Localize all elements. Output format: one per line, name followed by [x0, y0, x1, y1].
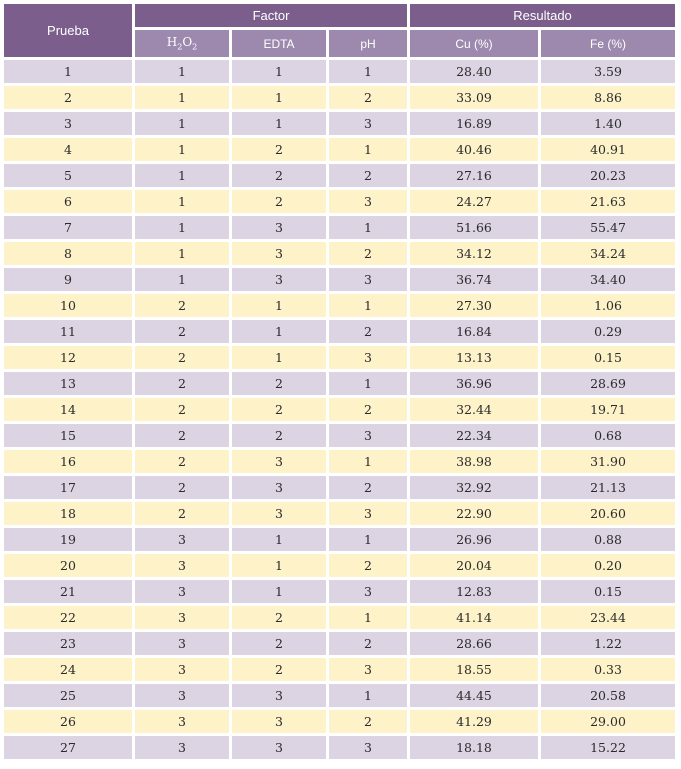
cu-cell: 34.12 [410, 242, 538, 265]
ph-cell: 3 [329, 346, 407, 369]
prueba-cell: 9 [4, 268, 132, 291]
fe-cell: 8.86 [541, 86, 675, 109]
prueba-cell: 8 [4, 242, 132, 265]
cu-cell: 27.16 [410, 164, 538, 187]
cu-cell: 32.92 [410, 476, 538, 499]
prueba-cell: 10 [4, 294, 132, 317]
ph-cell: 2 [329, 476, 407, 499]
table-body [4, 60, 675, 759]
prueba-cell: 1 [4, 60, 132, 83]
prueba-cell: 18 [4, 502, 132, 525]
edta-cell: 2 [232, 424, 326, 447]
table-row [4, 606, 675, 629]
prueba-cell: 7 [4, 216, 132, 239]
edta-cell: 2 [232, 606, 326, 629]
cu-cell: 28.66 [410, 632, 538, 655]
table-row [4, 476, 675, 499]
table-row [4, 112, 675, 135]
prueba-cell: 23 [4, 632, 132, 655]
ph-cell: 2 [329, 632, 407, 655]
table-row [4, 320, 675, 343]
table-row [4, 294, 675, 317]
prueba-cell: 6 [4, 190, 132, 213]
edta-cell: 3 [232, 216, 326, 239]
table-row [4, 632, 675, 655]
cu-cell: 27.30 [410, 294, 538, 317]
edta-cell: 3 [232, 476, 326, 499]
cu-cell: 16.89 [410, 112, 538, 135]
h2o2-cell: 1 [135, 86, 229, 109]
prueba-cell: 26 [4, 710, 132, 733]
h2o2-cell: 2 [135, 450, 229, 473]
cu-cell: 33.09 [410, 86, 538, 109]
prueba-cell: 19 [4, 528, 132, 551]
fe-cell: 15.22 [541, 736, 675, 759]
prueba-cell: 13 [4, 372, 132, 395]
resultado-header: Resultado [410, 4, 675, 27]
table-row [4, 86, 675, 109]
fe-cell: 0.20 [541, 554, 675, 577]
edta-cell: 1 [232, 554, 326, 577]
table-row [4, 580, 675, 603]
fe-cell: 23.44 [541, 606, 675, 629]
h2o2-cell: 1 [135, 268, 229, 291]
edta-cell: 2 [232, 398, 326, 421]
table-row [4, 398, 675, 421]
cu-cell: 32.44 [410, 398, 538, 421]
ph-cell: 1 [329, 528, 407, 551]
h2o2-cell: 3 [135, 684, 229, 707]
cu-cell: 16.84 [410, 320, 538, 343]
cu-cell: 41.14 [410, 606, 538, 629]
ph-cell: 2 [329, 164, 407, 187]
table-header [4, 4, 675, 57]
h2o2-cell: 3 [135, 736, 229, 759]
factor-header: Factor [135, 4, 407, 27]
table-row [4, 554, 675, 577]
h2o2-cell: 3 [135, 606, 229, 629]
h2o2-sub-1: 2 [177, 42, 183, 52]
h2o2-cell: 1 [135, 242, 229, 265]
cu-cell: 22.34 [410, 424, 538, 447]
h2o2-cell: 1 [135, 112, 229, 135]
table-row [4, 138, 675, 161]
fe-cell: 0.29 [541, 320, 675, 343]
ph-cell: 3 [329, 502, 407, 525]
h2o2-sub-2: 2 [192, 42, 198, 52]
ph-cell: 1 [329, 294, 407, 317]
table-row [4, 424, 675, 447]
fe-cell: 31.90 [541, 450, 675, 473]
ph-cell: 2 [329, 320, 407, 343]
edta-cell: 1 [232, 60, 326, 83]
fe-cell: 34.40 [541, 268, 675, 291]
fe-header: Fe (%) [541, 30, 675, 57]
table-row [4, 242, 675, 265]
prueba-cell: 4 [4, 138, 132, 161]
edta-cell: 3 [232, 268, 326, 291]
edta-cell: 1 [232, 528, 326, 551]
fe-cell: 1.22 [541, 632, 675, 655]
h2o2-header [135, 30, 229, 57]
h2o2-cell: 3 [135, 632, 229, 655]
ph-cell: 1 [329, 60, 407, 83]
fe-cell: 34.24 [541, 242, 675, 265]
table-row [4, 60, 675, 83]
fe-cell: 0.15 [541, 346, 675, 369]
edta-cell: 3 [232, 684, 326, 707]
ph-cell: 3 [329, 658, 407, 681]
cu-cell: 12.83 [410, 580, 538, 603]
table-row [4, 268, 675, 291]
ph-cell: 1 [329, 684, 407, 707]
table-row [4, 710, 675, 733]
fe-cell: 40.91 [541, 138, 675, 161]
edta-cell: 3 [232, 736, 326, 759]
ph-cell: 2 [329, 710, 407, 733]
prueba-cell: 22 [4, 606, 132, 629]
edta-cell: 3 [232, 242, 326, 265]
prueba-cell: 15 [4, 424, 132, 447]
cu-cell: 36.74 [410, 268, 538, 291]
h2o2-cell: 3 [135, 528, 229, 551]
fe-cell: 55.47 [541, 216, 675, 239]
ph-cell: 1 [329, 216, 407, 239]
prueba-cell: 3 [4, 112, 132, 135]
ph-cell: 2 [329, 242, 407, 265]
edta-cell: 1 [232, 112, 326, 135]
prueba-cell: 20 [4, 554, 132, 577]
h2o2-cell: 3 [135, 580, 229, 603]
prueba-cell: 16 [4, 450, 132, 473]
fe-cell: 20.23 [541, 164, 675, 187]
ph-cell: 1 [329, 450, 407, 473]
cu-cell: 40.46 [410, 138, 538, 161]
fe-cell: 20.58 [541, 684, 675, 707]
ph-cell: 2 [329, 86, 407, 109]
ph-cell: 1 [329, 606, 407, 629]
ph-cell: 3 [329, 268, 407, 291]
prueba-cell: 24 [4, 658, 132, 681]
cu-cell: 51.66 [410, 216, 538, 239]
ph-cell: 2 [329, 398, 407, 421]
fe-cell: 1.40 [541, 112, 675, 135]
edta-cell: 1 [232, 580, 326, 603]
edta-cell: 1 [232, 86, 326, 109]
edta-cell: 2 [232, 372, 326, 395]
h2o2-cell: 2 [135, 502, 229, 525]
h2o2-cell: 3 [135, 554, 229, 577]
edta-cell: 2 [232, 632, 326, 655]
edta-header: EDTA [232, 30, 326, 57]
edta-cell: 1 [232, 346, 326, 369]
cu-cell: 28.40 [410, 60, 538, 83]
cu-cell: 26.96 [410, 528, 538, 551]
prueba-cell: 11 [4, 320, 132, 343]
h2o2-cell: 2 [135, 346, 229, 369]
cu-cell: 18.55 [410, 658, 538, 681]
cu-cell: 38.98 [410, 450, 538, 473]
prueba-cell: 14 [4, 398, 132, 421]
edta-cell: 3 [232, 502, 326, 525]
h2o2-cell: 3 [135, 658, 229, 681]
fe-cell: 0.68 [541, 424, 675, 447]
edta-cell: 3 [232, 450, 326, 473]
table-row [4, 502, 675, 525]
ph-cell: 3 [329, 424, 407, 447]
cu-cell: 41.29 [410, 710, 538, 733]
fe-cell: 0.15 [541, 580, 675, 603]
ph-cell: 1 [329, 372, 407, 395]
prueba-cell: 12 [4, 346, 132, 369]
fe-cell: 0.33 [541, 658, 675, 681]
fe-cell: 19.71 [541, 398, 675, 421]
prueba-cell: 21 [4, 580, 132, 603]
fe-cell: 0.88 [541, 528, 675, 551]
fe-cell: 21.63 [541, 190, 675, 213]
table-row [4, 216, 675, 239]
table-row [4, 528, 675, 551]
table-row [4, 736, 675, 759]
edta-cell: 1 [232, 320, 326, 343]
ph-cell: 3 [329, 190, 407, 213]
header-group-row [4, 4, 675, 27]
table-row [4, 346, 675, 369]
h2o2-cell: 3 [135, 710, 229, 733]
h2o2-cell: 2 [135, 372, 229, 395]
edta-cell: 1 [232, 294, 326, 317]
h2o2-cell: 1 [135, 190, 229, 213]
prueba-cell: 27 [4, 736, 132, 759]
edta-cell: 2 [232, 138, 326, 161]
edta-cell: 2 [232, 658, 326, 681]
prueba-cell: 2 [4, 86, 132, 109]
h2o2-cell: 1 [135, 164, 229, 187]
prueba-cell: 5 [4, 164, 132, 187]
cu-cell: 36.96 [410, 372, 538, 395]
cu-cell: 24.27 [410, 190, 538, 213]
table-row [4, 372, 675, 395]
table-row [4, 450, 675, 473]
ph-cell: 1 [329, 138, 407, 161]
h2o2-base-o: O [182, 35, 193, 50]
edta-cell: 3 [232, 710, 326, 733]
cu-cell: 20.04 [410, 554, 538, 577]
ph-header: pH [329, 30, 407, 57]
cu-header: Cu (%) [410, 30, 538, 57]
cu-cell: 44.45 [410, 684, 538, 707]
ph-cell: 3 [329, 112, 407, 135]
results-table [1, 1, 678, 762]
fe-cell: 28.69 [541, 372, 675, 395]
edta-cell: 2 [232, 190, 326, 213]
table-row [4, 164, 675, 187]
h2o2-cell: 2 [135, 320, 229, 343]
h2o2-cell: 2 [135, 398, 229, 421]
prueba-cell: 25 [4, 684, 132, 707]
h2o2-cell: 1 [135, 60, 229, 83]
h2o2-cell: 2 [135, 476, 229, 499]
h2o2-cell: 2 [135, 294, 229, 317]
table-row [4, 190, 675, 213]
h2o2-base-h: H [166, 35, 178, 50]
cu-cell: 22.90 [410, 502, 538, 525]
table-row [4, 658, 675, 681]
fe-cell: 21.13 [541, 476, 675, 499]
h2o2-cell: 1 [135, 138, 229, 161]
prueba-header: Prueba [4, 4, 132, 57]
ph-cell: 2 [329, 554, 407, 577]
fe-cell: 3.59 [541, 60, 675, 83]
ph-cell: 3 [329, 580, 407, 603]
cu-cell: 13.13 [410, 346, 538, 369]
fe-cell: 29.00 [541, 710, 675, 733]
prueba-cell: 17 [4, 476, 132, 499]
cu-cell: 18.18 [410, 736, 538, 759]
h2o2-cell: 1 [135, 216, 229, 239]
edta-cell: 2 [232, 164, 326, 187]
fe-cell: 20.60 [541, 502, 675, 525]
ph-cell: 3 [329, 736, 407, 759]
fe-cell: 1.06 [541, 294, 675, 317]
h2o2-cell: 2 [135, 424, 229, 447]
table-row [4, 684, 675, 707]
